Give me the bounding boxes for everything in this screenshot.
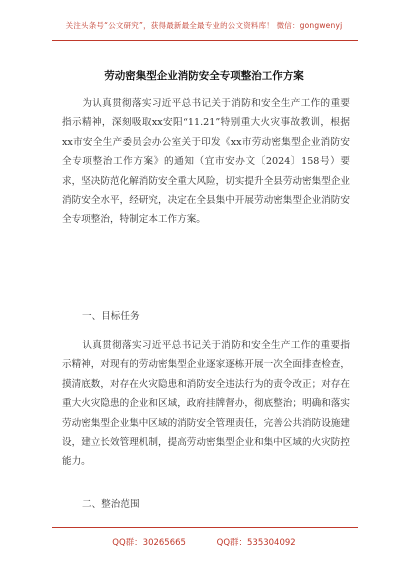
intro-text: 为认真贯彻落实习近平总书记关于消防和安全生产工作的重要指示精神，深刻吸取xx安阳“11.21”特别重大火灾事故教训，根据xx市安全生产委员会办公室关于印发《xx市劳动密集型企业消防安全专项整治工作方案》的通知（宜市安办文〔2024〕158号）要求，坚决防范化解消防安全重大风险，切实提升全县劳动密集型企业消防安全水平，经研究，决定在全县集中开展劳动密集型企业消防安全专项整治，特制定本工作方案。 — [62, 98, 350, 226]
header-banner: 关注头条号“公文研究”，获得最新最全最专业的公文资料库！ 微信：gongwenyj — [65, 21, 343, 30]
footer-qq-group-2: QQ群：535304092 — [216, 538, 296, 548]
section-heading-scope: 二、整治范围 — [82, 499, 140, 510]
section-heading-goals: 一、目标任务 — [82, 311, 140, 322]
footer-qq-group-1: QQ群：30265665 — [112, 538, 186, 548]
goals-paragraph — [62, 336, 350, 472]
document-title: 劳动密集型企业消防安全专项整治工作方案 — [104, 70, 304, 82]
footer — [0, 536, 408, 548]
goals-text: 认真贯彻落实习近平总书记关于消防和安全生产工作的重要指示精神，对现有的劳动密集型企业逐家逐栋开展一次全面排查检查，摸清底数，对存在火灾隐患和消防安全违法行为的责令改正；对存在重大火灾隐患的企业和区域，政府挂牌督办，彻底整治；明确和落实劳动密集型企业集中区域的消防安全管理责任，完善公共消防设施建设，建立长效管理机制，提高劳动密集型企业和集中区域的火灾防控能力。 — [62, 340, 350, 468]
header-divider — [52, 40, 358, 41]
footer-divider — [52, 527, 358, 528]
intro-paragraph — [62, 94, 350, 230]
